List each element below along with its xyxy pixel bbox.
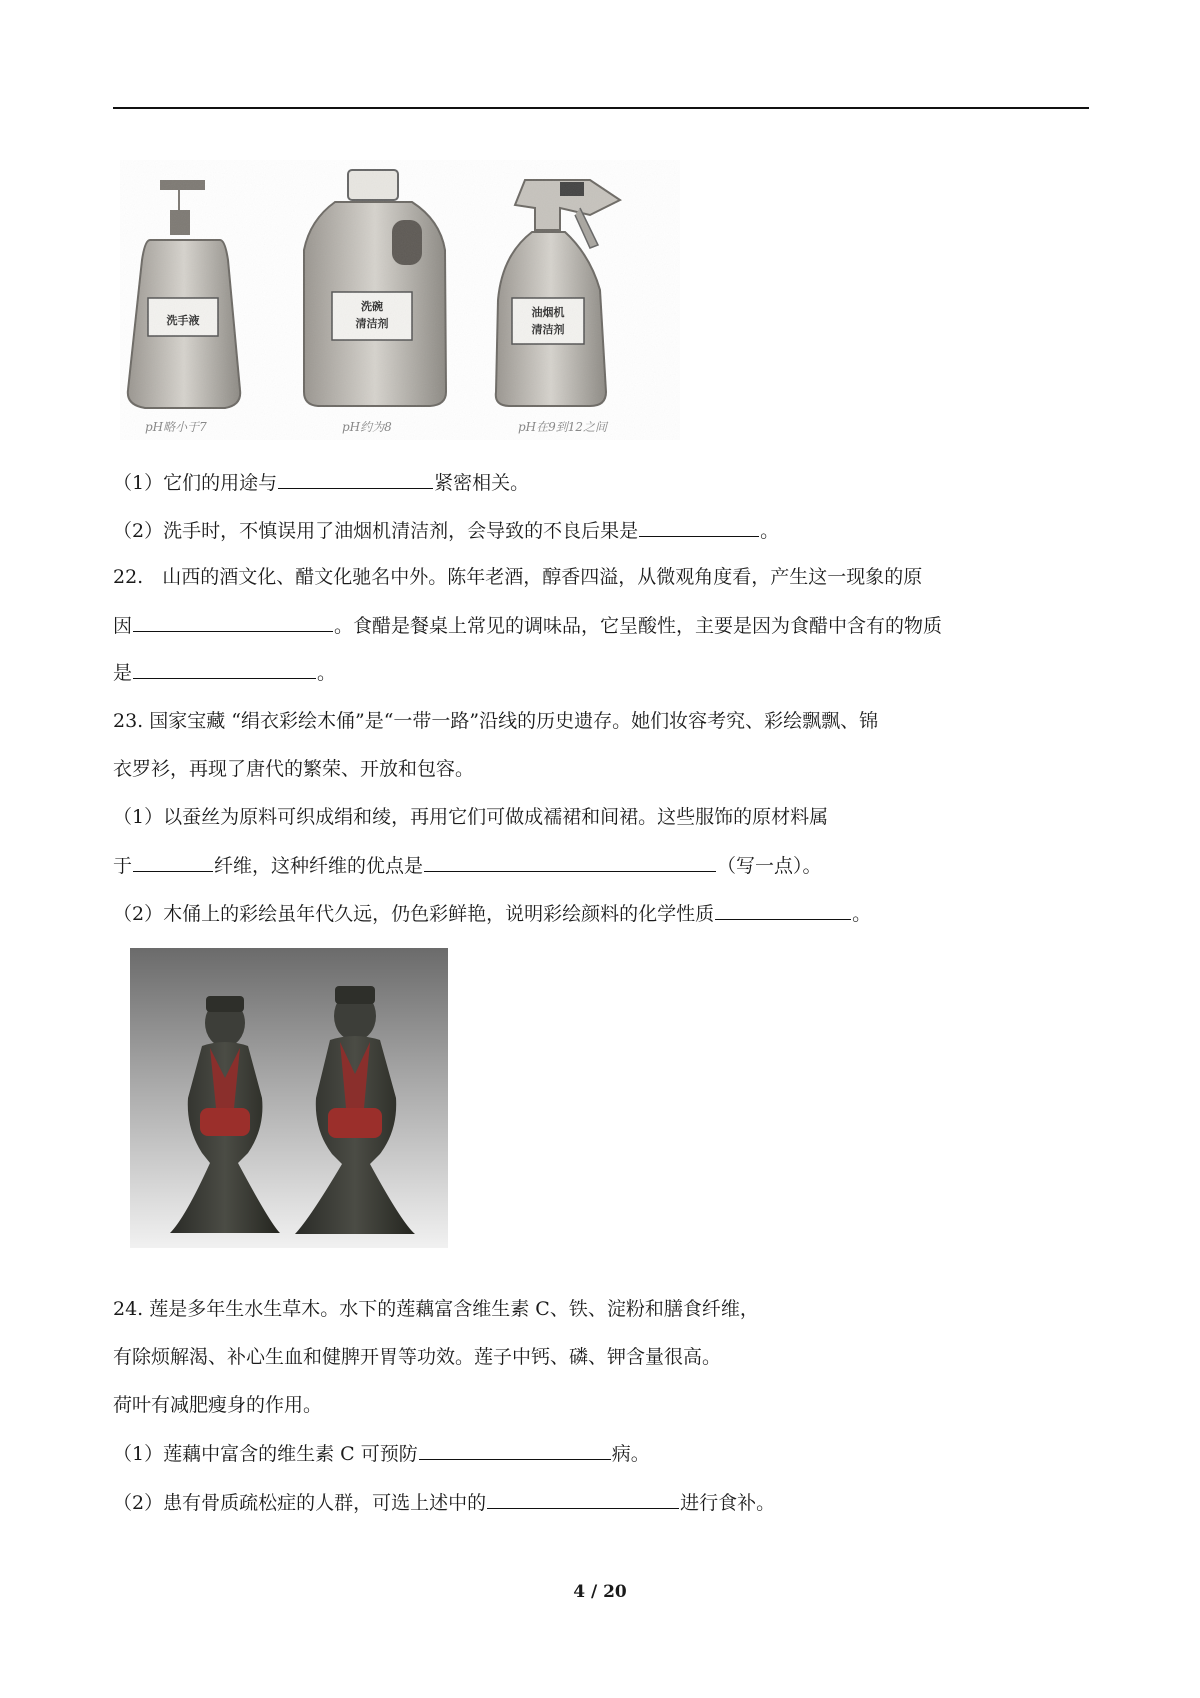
- answer-blank[interactable]: [278, 468, 433, 489]
- answer-blank[interactable]: [133, 851, 213, 872]
- q24-part2: （2）患有骨质疏松症的人群，可选上述中的 进行食补。: [113, 1488, 1093, 1517]
- q23-part2: （2）木俑上的彩绘虽年代久远，仍色彩鲜艳，说明彩绘颜料的化学性质 。: [113, 899, 1093, 928]
- bottle-caption-2: pH约为8: [342, 420, 392, 434]
- q23-line2: 衣罗衫，再现了唐代的繁荣、开放和包容。: [113, 758, 475, 780]
- q23-part1-line1: （1）以蚕丝为原料可织成绢和绫，再用它们可做成襦裙和间裙。这些服饰的原材料属: [113, 806, 829, 828]
- q22-line2: 因 。食醋是餐桌上常见的调味品，它呈酸性，主要是因为食醋中含有的物质: [113, 611, 1093, 640]
- page-number: 4 / 20: [573, 1582, 627, 1602]
- cleaning-products-figure: [120, 160, 680, 440]
- bottle-caption-3: pH在9到12之间: [518, 420, 608, 434]
- bottle-label-2: 洗碗 清洁剂: [355, 300, 389, 330]
- answer-blank[interactable]: [639, 516, 759, 537]
- bottle-label-3: 油烟机 清洁剂: [531, 306, 565, 336]
- answer-blank[interactable]: [487, 1488, 679, 1509]
- q23-line1: 23. 国家宝藏 “绢衣彩绘木俑”是“一带一路”沿线的历史遗存。她们妆容考究、彩绘飘飘、锦: [113, 710, 879, 732]
- q24-part1: （1）莲藕中富含的维生素 C 可预防 病。: [113, 1439, 1093, 1468]
- q24-line3: 荷叶有减肥瘦身的作用。: [113, 1394, 323, 1416]
- q24-line2: 有除烦解渴、补心生血和健脾开胃等功效。莲子中钙、磷、钾含量很高。: [113, 1346, 722, 1368]
- answer-blank[interactable]: [419, 1439, 611, 1460]
- q22-line3: 是 。: [113, 658, 1093, 687]
- q22-line1: 22. 山西的酒文化、醋文化驰名中外。陈年老酒，醇香四溢，从微观角度看，产生这一现象的原: [113, 566, 923, 588]
- bottle-caption-1: pH略小于7: [145, 420, 207, 434]
- q23-part1-line2: 于 纤维，这种纤维的优点是 （写一点）。: [113, 851, 1093, 880]
- q21-part1: （1）它们的用途与 紧密相关。: [113, 468, 1093, 497]
- q21-part2: （2）洗手时，不慎误用了油烟机清洁剂，会导致的不良后果是 。: [113, 516, 1093, 545]
- bottle-label-1: 洗手液: [166, 314, 200, 327]
- figurines-photo: [130, 948, 448, 1248]
- answer-blank[interactable]: [424, 851, 716, 872]
- q24-line1: 24. 莲是多年生水生草木。水下的莲藕富含维生素 C、铁、淀粉和膳食纤维，: [113, 1298, 759, 1320]
- answer-blank[interactable]: [133, 611, 333, 632]
- answer-blank[interactable]: [715, 899, 851, 920]
- answer-blank[interactable]: [133, 658, 316, 679]
- header-rule: [113, 107, 1089, 109]
